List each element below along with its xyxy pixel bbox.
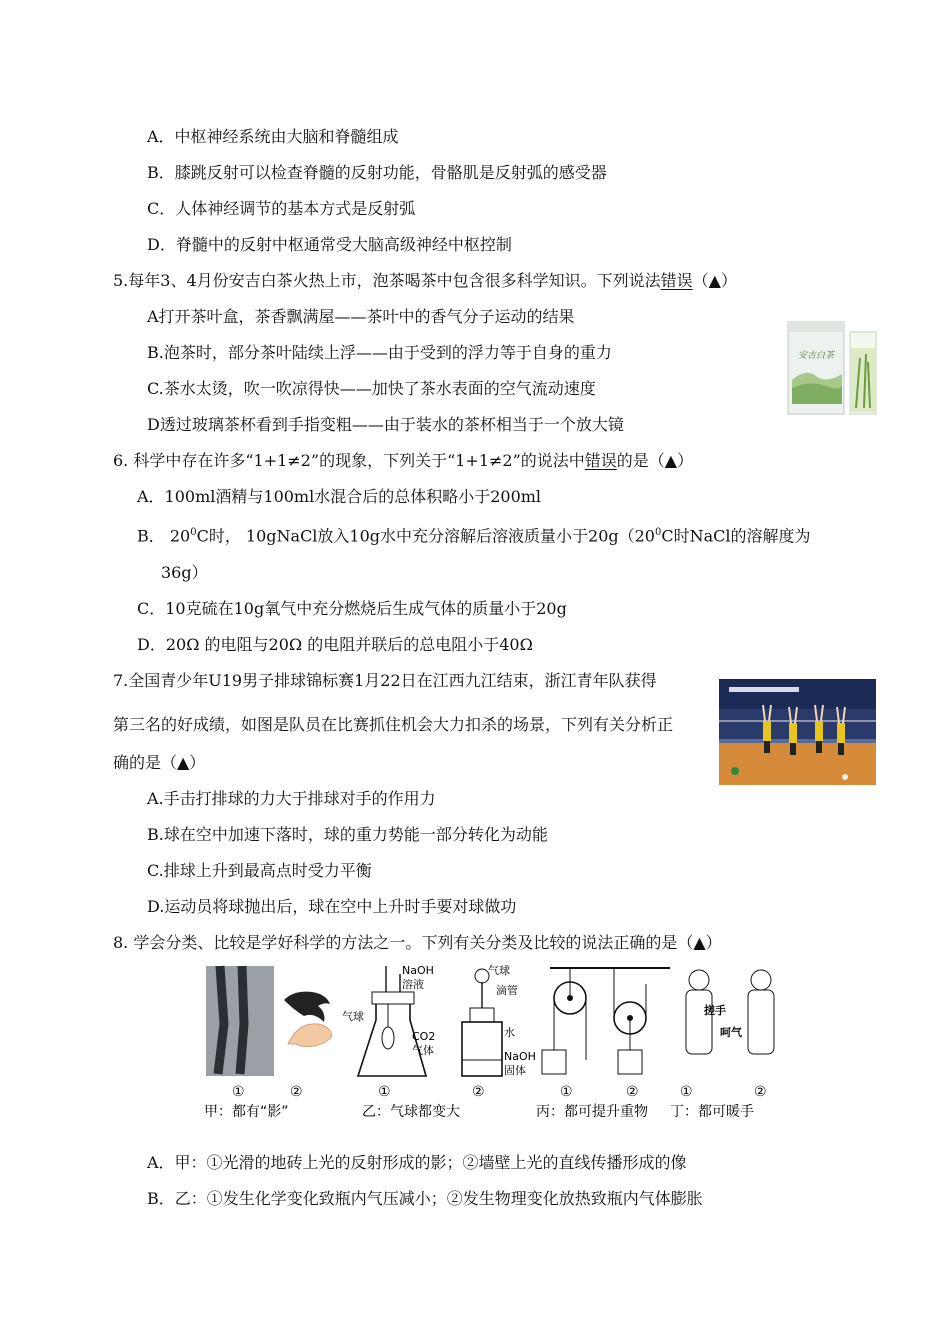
caption-yi: 乙：气球都变大 xyxy=(362,1104,460,1120)
label-gas: 气体 xyxy=(412,1044,434,1057)
label-naoh-solution-2: 溶液 xyxy=(402,978,424,991)
q6-option-b xyxy=(137,522,811,547)
q8-option-b: B．乙：①发生化学变化致瓶内气压减小；②发生物理变化放热致瓶内气体膨胀 xyxy=(147,1189,703,1208)
q6-stem xyxy=(113,450,693,472)
fig-ding-1: ① xyxy=(680,1084,693,1100)
q8-stem: 8. 学会分类、比较是学好科学的方法之一。下列有关分类及比较的说法正确的是（▲） xyxy=(113,933,722,952)
q7-stem-line-1: 7.全国青少年U19男子排球锦标赛1月22日在江西九江结束，浙江青年队获得 xyxy=(113,671,657,690)
q5-stem-emphasis: 错误 xyxy=(660,271,693,290)
q6-option-b-text-3: C时NaCl的溶解度为 xyxy=(661,526,811,546)
q7-option-a: A.手击打排球的力大于排球对手的作用力 xyxy=(147,789,436,808)
q6-option-a: A．100ml酒精与100ml水混合后的总体积略小于200ml xyxy=(137,487,542,506)
q4-option-d: D．脊髓中的反射中枢通常受大脑高级神经中枢控制 xyxy=(147,235,512,254)
caption-jia: 甲：都有“影” xyxy=(204,1104,289,1120)
q4-option-a: A．中枢神经系统由大脑和脊髓组成 xyxy=(147,127,399,146)
fig-yi-1: ① xyxy=(378,1084,391,1100)
q7-stem-line-3: 确的是（▲） xyxy=(113,753,206,772)
q6-option-d: D．20Ω 的电阻与20Ω 的电阻并联后的总电阻小于40Ω xyxy=(137,635,533,654)
volleyball-photo xyxy=(719,679,876,785)
q7-stem-line-2: 第三名的好成绩，如图是队员在比赛抓住机会大力扣杀的场景，下列有关分析正 xyxy=(113,715,674,734)
fig-bing-2: ② xyxy=(626,1084,639,1100)
q6-option-b-text-1: B． 20 xyxy=(137,526,191,546)
tea-can-label: 安吉白茶 xyxy=(797,351,835,361)
caption-ding: 丁：都可暖手 xyxy=(670,1104,754,1120)
q4-option-b: B．膝跳反射可以检查脊髓的反射功能，骨骼肌是反射弧的感受器 xyxy=(147,163,607,182)
fig-ding-2: ② xyxy=(754,1084,767,1100)
q8-option-a: A．甲：①光滑的地砖上光的反射形成的影；②墙壁上光的直线传播形成的像 xyxy=(147,1153,687,1172)
label-balloon-left: 气球 xyxy=(342,1010,364,1023)
q8-figure xyxy=(200,964,784,1124)
q5-option-b: B.泡茶时，部分茶叶陆续上浮——由于受到的浮力等于自身的重力 xyxy=(147,343,612,362)
label-balloon-right: 气球 xyxy=(488,964,510,977)
label-co2: CO2 xyxy=(412,1030,436,1043)
fig-jia-1: ① xyxy=(232,1084,245,1100)
tea-image xyxy=(786,318,880,416)
q5-option-a: A打开茶叶盒，茶香飘满屋——茶叶中的香气分子运动的结果 xyxy=(147,307,575,326)
q6-stem-text: 6. 科学中存在许多“1+1≠2”的现象，下列关于“1+1≠2”的说法中 xyxy=(113,451,585,470)
label-naoh-solid-1: NaOH xyxy=(504,1050,536,1063)
q6-option-b-cont: 36g） xyxy=(161,563,208,582)
label-water: 水 xyxy=(504,1026,515,1039)
q6-degree-sup-2: 0 xyxy=(655,527,662,538)
q5-option-c: C.茶水太烫，吹一吹凉得快——加快了茶水表面的空气流动速度 xyxy=(147,379,596,398)
q5-option-d: D透过玻璃茶杯看到手指变粗——由于装水的茶杯相当于一个放大镜 xyxy=(147,415,624,434)
q6-stem-emphasis: 错误 xyxy=(584,451,617,470)
q7-option-b: B.球在空中加速下落时，球的重力势能一部分转化为动能 xyxy=(147,825,548,844)
q6-option-c: C．10克硫在10g氧气中充分燃烧后生成气体的质量小于20g xyxy=(137,599,567,618)
q5-stem-end: （▲） xyxy=(692,271,737,290)
q5-stem-text: 5.每年3、4月份安吉白茶火热上市，泡茶喝茶中包含很多科学知识。下列说法 xyxy=(113,271,661,290)
caption-bing: 丙：都可提升重物 xyxy=(536,1104,648,1120)
label-breathe: 呵气 xyxy=(720,1026,742,1039)
q6-degree-sup-1: 0 xyxy=(190,527,197,538)
q6-option-b-text-2: C时， 10gNaCl放入10g水中充分溶解后溶液质量小于20g（20 xyxy=(196,526,655,546)
q4-option-c: C．人体神经调节的基本方式是反射弧 xyxy=(147,199,416,218)
q5-stem xyxy=(113,270,737,292)
q6-stem-end: 的是（▲） xyxy=(616,451,694,470)
label-naoh-solution-1: NaOH xyxy=(402,964,434,977)
label-dropper: 滴管 xyxy=(496,984,518,997)
label-naoh-solid-2: 固体 xyxy=(504,1064,526,1077)
fig-yi-2: ② xyxy=(472,1084,485,1100)
label-rub-hands: 搓手 xyxy=(704,1004,726,1017)
q7-option-c: C.排球上升到最高点时受力平衡 xyxy=(147,861,372,880)
fig-bing-1: ① xyxy=(560,1084,573,1100)
fig-jia-2: ② xyxy=(290,1084,303,1100)
q7-option-d: D.运动员将球抛出后，球在空中上升时手要对球做功 xyxy=(147,897,517,916)
